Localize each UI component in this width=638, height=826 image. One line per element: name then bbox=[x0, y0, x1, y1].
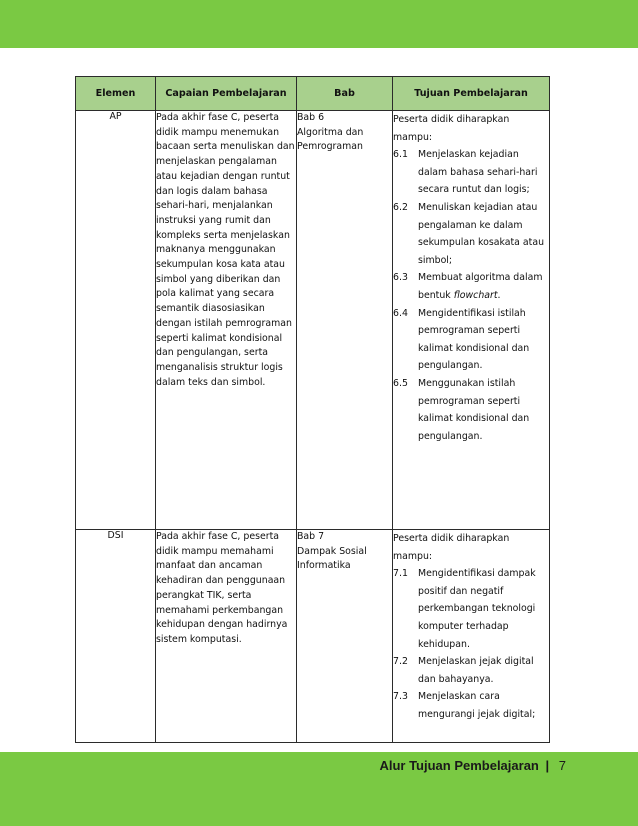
header-tujuan: Tujuan Pembelajaran bbox=[393, 77, 550, 111]
list-item bbox=[393, 653, 549, 688]
item-number: 7.1 bbox=[393, 568, 408, 580]
item-text: Menjelaskan cara mengurangi jejak digital; bbox=[418, 691, 536, 720]
item-text: Menggunakan istilah pemrograman seperti kalimat kondisional dan pengulangan. bbox=[418, 377, 530, 442]
table-row bbox=[76, 111, 550, 530]
footer-separator: | bbox=[545, 758, 550, 773]
footer-title: Alur Tujuan Pembelajaran bbox=[379, 758, 539, 773]
bab-title: Bab 6 bbox=[297, 112, 325, 123]
item-text: Menjelaskan kejadian dalam bahasa sehari-hari secara runtut dan logis; bbox=[418, 149, 538, 196]
table-row bbox=[76, 530, 550, 743]
item-text: Menuliskan kejadian atau pengalaman ke dalam sekumpulan kosakata atau simbol; bbox=[418, 201, 545, 266]
bab-title: Bab 7 bbox=[297, 531, 325, 542]
page-number: 7 bbox=[558, 758, 566, 773]
header-elemen: Elemen bbox=[76, 77, 156, 111]
bab-name: Algoritma dan Pemrograman bbox=[297, 126, 364, 153]
list-item bbox=[393, 146, 549, 199]
item-text-main: Membuat algoritma dalam bentuk bbox=[418, 272, 543, 301]
item-number: 6.1 bbox=[393, 149, 408, 161]
header-capaian: Capaian Pembelajaran bbox=[156, 77, 297, 111]
learning-goals-table bbox=[75, 76, 550, 743]
list-item bbox=[393, 688, 549, 723]
top-green-band bbox=[0, 0, 638, 48]
tujuan-cell bbox=[393, 111, 550, 530]
item-number: 6.2 bbox=[393, 201, 408, 213]
item-number: 6.4 bbox=[393, 307, 408, 319]
tujuan-cell bbox=[393, 530, 550, 743]
capaian-cell: Pada akhir fase C, peserta didik mampu menemukan bacaan serta menuliskan dan menjelaskan pengalaman atau kejadian dengan runtut dan logis dalam bahasa sehari-hari, menjalankan instruksi yang rumit dan kompleks serta menjelaskan maknanya menggunakan sekumpulan kosa kata atau simbol yang diberikan dan pola kalimat yang secara semantik diasosiasikan dengan istilah pemrograman seperti kalimat kondisional dan pengulangan, serta menganalisis struktur logis dalam teks dan simbol. bbox=[156, 111, 297, 530]
item-number: 6.5 bbox=[393, 377, 408, 389]
item-number: 7.3 bbox=[393, 691, 408, 703]
item-text: Mengidentifikasi istilah pemrograman seperti kalimat kondisional dan pengulangan. bbox=[418, 307, 530, 372]
table-header-row bbox=[76, 77, 550, 111]
item-text: Mengidentifikasi dampak positif dan negatif perkembangan teknologi komputer terhadap kehidupan. bbox=[418, 568, 536, 650]
bab-cell bbox=[297, 530, 393, 743]
item-text bbox=[418, 269, 549, 304]
header-bab: Bab bbox=[297, 77, 393, 111]
list-item bbox=[393, 375, 549, 445]
item-number: 7.2 bbox=[393, 656, 408, 668]
list-item bbox=[393, 199, 549, 269]
item-number: 6.3 bbox=[393, 272, 408, 284]
list-item bbox=[393, 305, 549, 375]
tujuan-intro: Peserta didik diharapkan mampu: bbox=[393, 114, 510, 143]
item-text-italic: flowchart bbox=[453, 289, 498, 301]
item-text: Menjelaskan jejak digital dan bahayanya. bbox=[418, 656, 534, 685]
tujuan-intro: Peserta didik diharapkan mampu: bbox=[393, 533, 510, 562]
elemen-cell: DSI bbox=[76, 530, 156, 743]
elemen-cell: AP bbox=[76, 111, 156, 530]
list-item bbox=[393, 269, 549, 304]
page-footer bbox=[379, 758, 566, 773]
item-text-tail: . bbox=[497, 289, 501, 301]
bab-name: Dampak Sosial Informatika bbox=[297, 545, 367, 572]
list-item bbox=[393, 565, 549, 653]
bab-cell bbox=[297, 111, 393, 530]
capaian-cell: Pada akhir fase C, peserta didik mampu memahami manfaat dan ancaman kehadiran dan penggunaan perangkat TIK, serta memahami perkembangan kehidupan dengan hadirnya sistem komputasi. bbox=[156, 530, 297, 743]
